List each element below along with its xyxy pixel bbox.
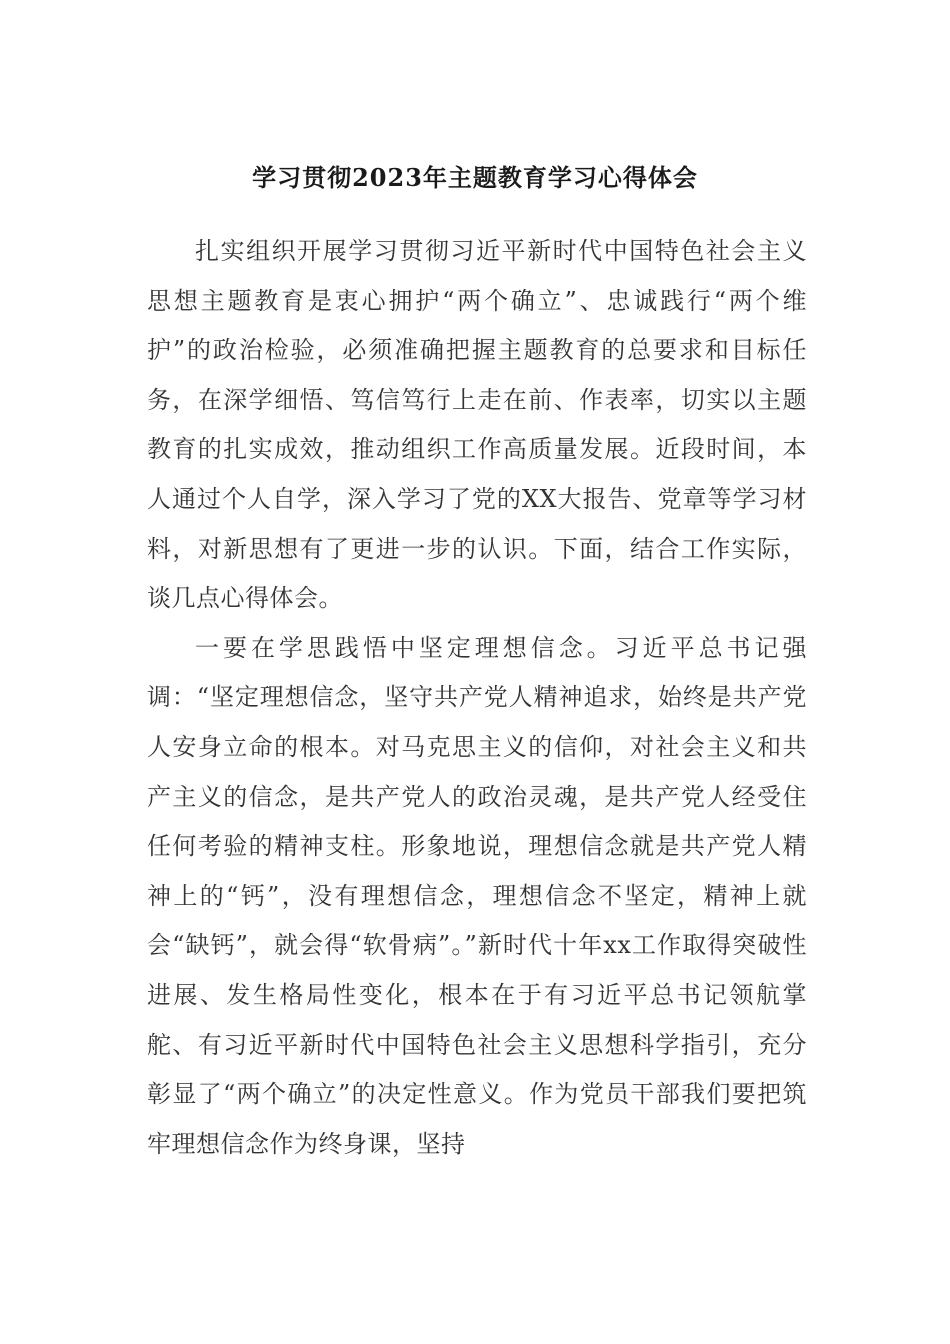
paragraph-intro: 扎实组织开展学习贯彻习近平新时代中国特色社会主义思想主题教育是衷心拥护“两个确立”、忠诚践行“两个维护”的政治检验，必须准确把握主题教育的总要求和目标任务，在深学细悟、笃信笃行上走在前、作表率，切实以主题教育的扎实成效，推动组织工作高质量发展。近段时间，本人通过个人自学，深入学习了党的XX大报告、党章等学习材料，对新思想有了更进一步的认识。下面，结合工作实际，谈几点心得体会。 [147,237,807,613]
paragraph-point-one: 一要在学思践悟中坚定理想信念。习近平总书记强调：“坚定理想信念，坚守共产党人精神追求，始终是共产党人安身立命的根本。对马克思主义的信仰，对社会主义和共产主义的信念，是共产党人的政治灵魂，是共产党人经受住任何考验的精神支柱。形象地说，理想信念就是共产党人精神上的“钙”，没有理想信念，理想信念不坚定，精神上就会“缺钙”，就会得“软骨病”。”新时代十年xx工作取得突破性进展、发生格局性变化，根本在于有习近平总书记领航掌舵、有习近平新时代中国特色社会主义思想科学指引，充分彰显了“两个确立”的决定性意义。作为党员干部我们要把筑牢理想信念作为终身课，坚持 [147,633,807,1158]
document-title: 学习贯彻2023年主题教育学习心得体会 [252,163,698,192]
document-body [147,227,807,1169]
